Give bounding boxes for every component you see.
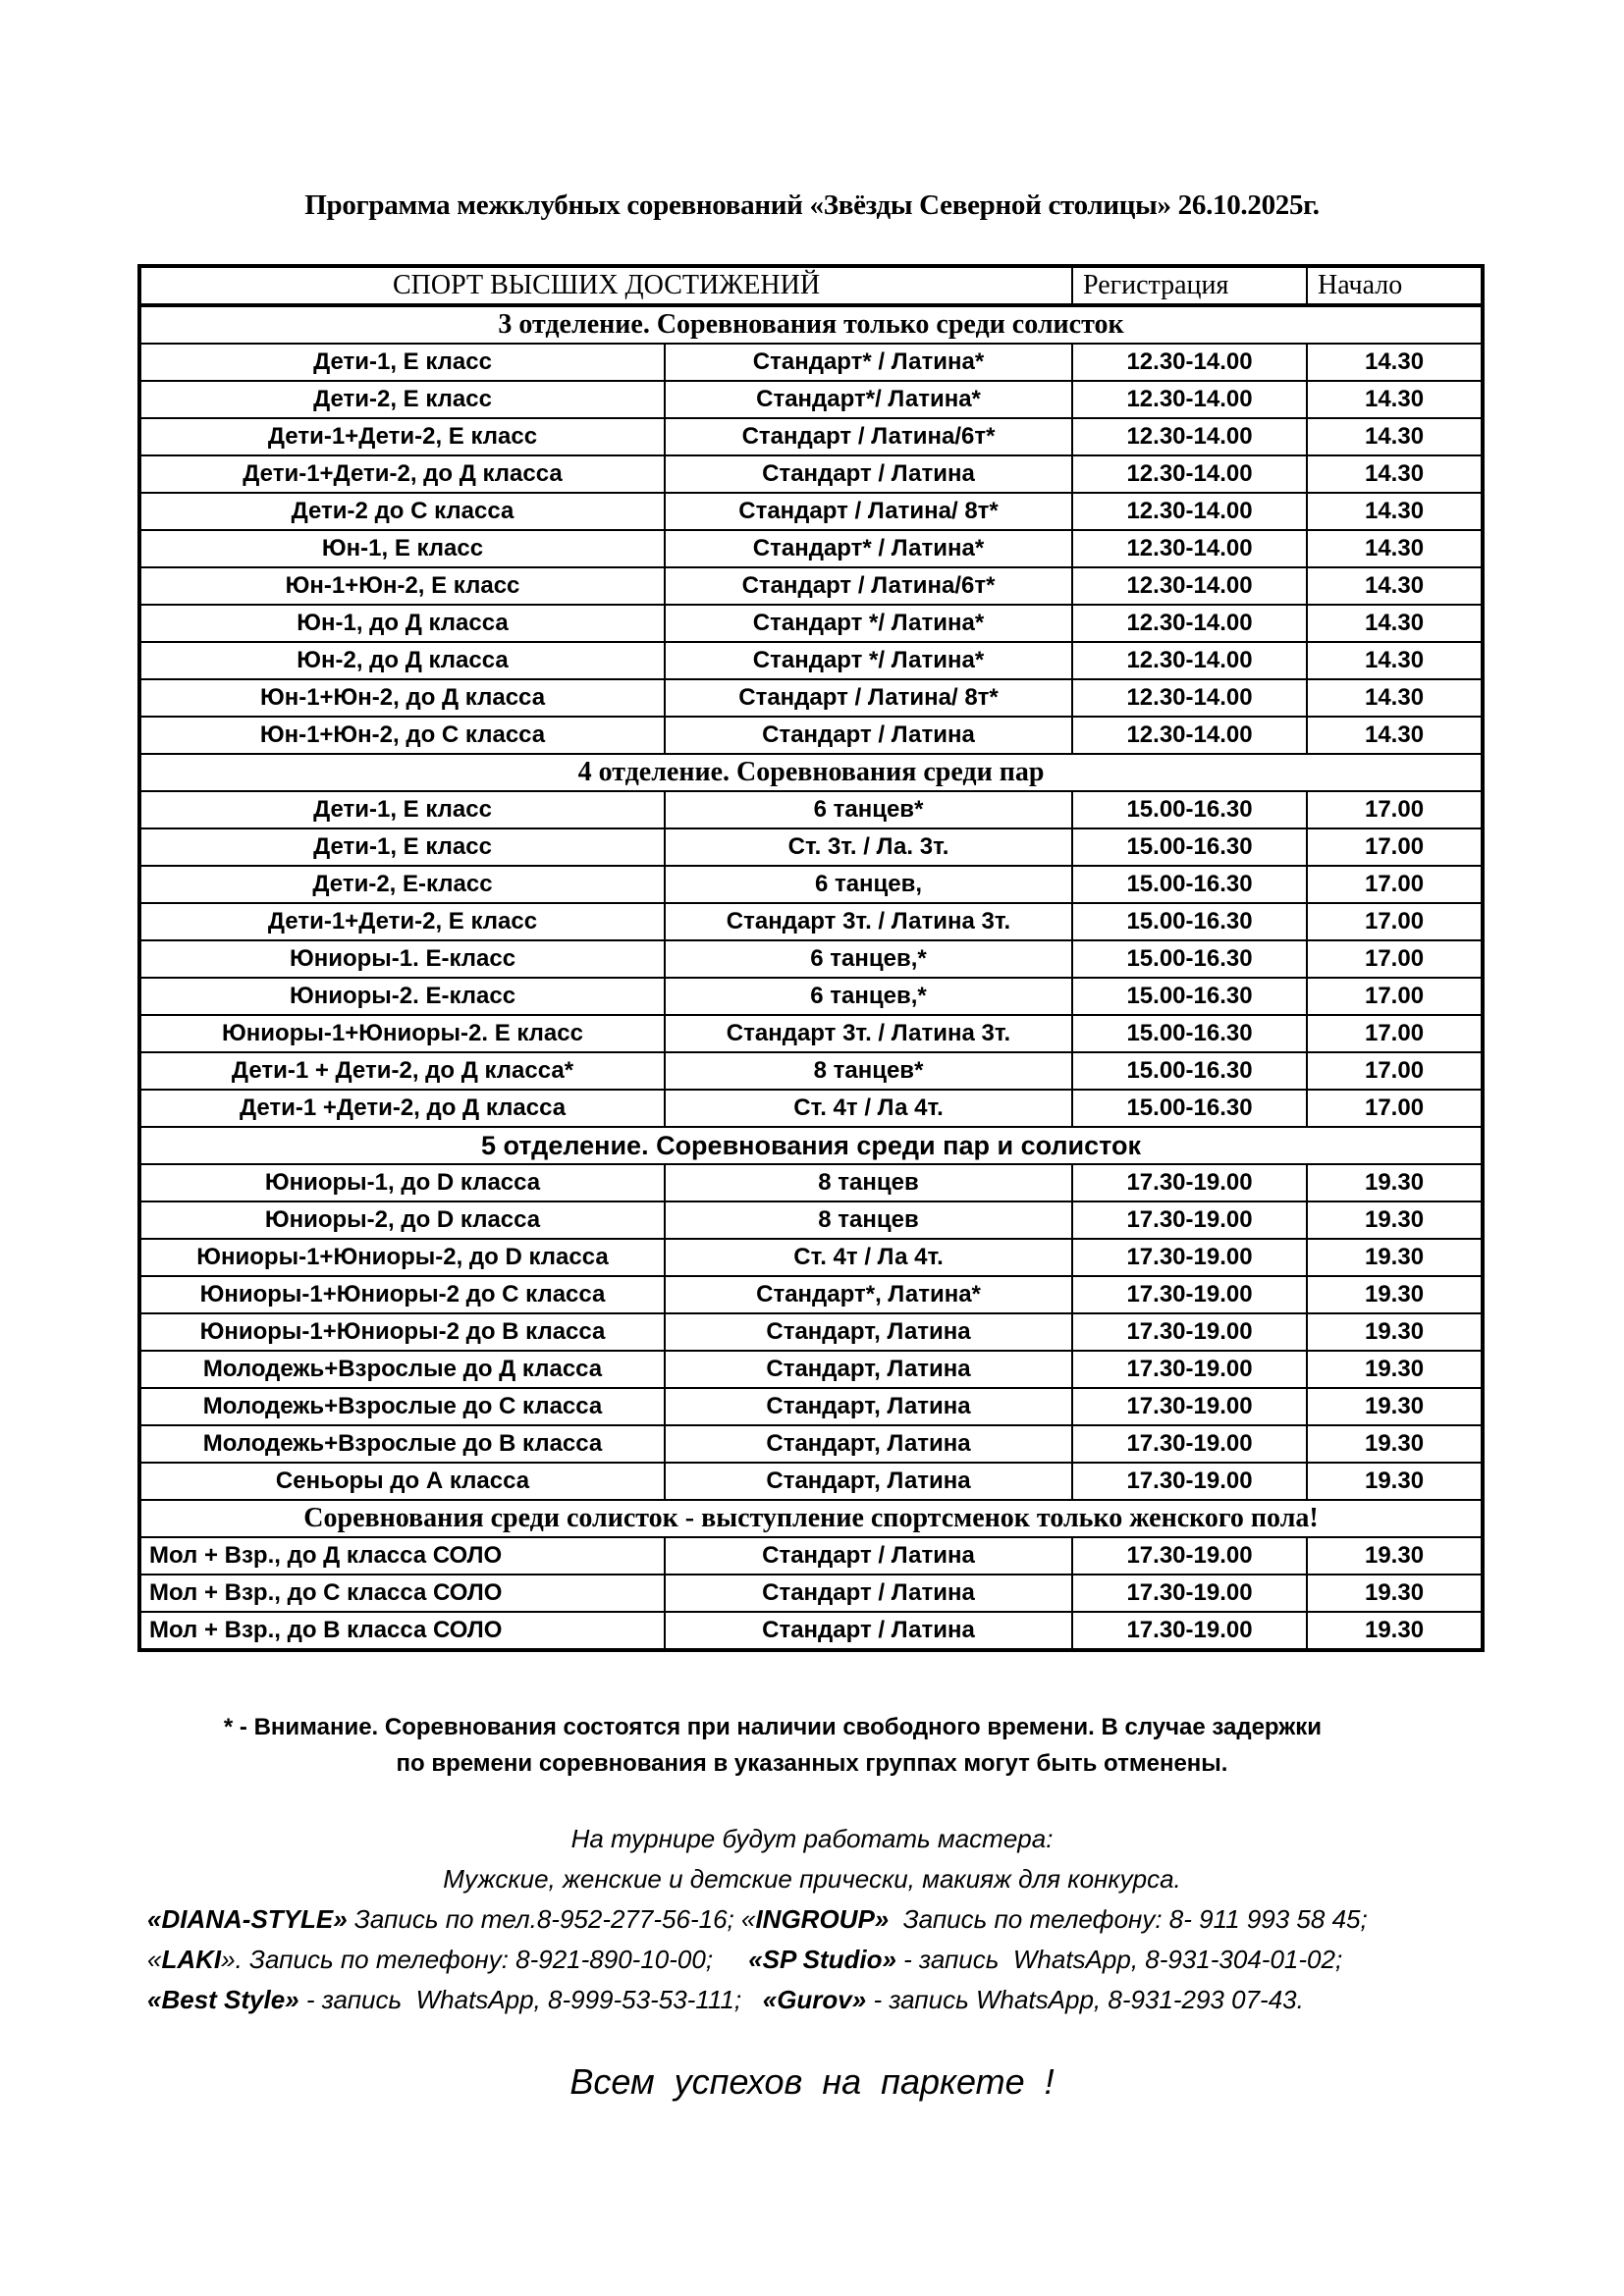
category-cell: Дети-2 до С класса	[139, 493, 665, 530]
start-cell: 14.30	[1307, 344, 1483, 381]
table-row	[139, 1537, 1483, 1575]
table-row	[139, 1463, 1483, 1500]
table-row	[139, 1015, 1483, 1052]
program-cell: 6 танцев,	[665, 866, 1072, 903]
program-cell: Стандарт / Латина/6т*	[665, 567, 1072, 605]
program-cell: Стандарт / Латина	[665, 1575, 1072, 1612]
registration-cell: 12.30-14.00	[1072, 493, 1307, 530]
table-row	[139, 978, 1483, 1015]
table-row	[139, 717, 1483, 754]
registration-cell: 15.00-16.30	[1072, 828, 1307, 866]
registration-cell: 12.30-14.00	[1072, 679, 1307, 717]
start-cell: 14.30	[1307, 455, 1483, 493]
category-cell: Юн-1+Юн-2, Е класс	[139, 567, 665, 605]
registration-cell: 15.00-16.30	[1072, 978, 1307, 1015]
table-row	[139, 1164, 1483, 1201]
table-row	[139, 1052, 1483, 1090]
category-cell: Юниоры-1, до D класса	[139, 1164, 665, 1201]
program-cell: Стандарт 3т. / Латина 3т.	[665, 903, 1072, 940]
start-cell: 19.30	[1307, 1164, 1483, 1201]
category-cell: Мол + Взр., до Д класса СОЛО	[139, 1537, 665, 1575]
salon-name: «SP Studio»	[748, 1945, 896, 1974]
table-row	[139, 418, 1483, 455]
contact-text: Запись по телефону: 8- 911 993 58 45;	[889, 1904, 1368, 1934]
program-cell: 6 танцев,*	[665, 940, 1072, 978]
program-cell: Стандарт*, Латина*	[665, 1276, 1072, 1313]
start-cell: 17.00	[1307, 1052, 1483, 1090]
category-cell: Юниоры-1+Юниоры-2. Е класс	[139, 1015, 665, 1052]
program-cell: Стандарт / Латина	[665, 455, 1072, 493]
category-cell: Молодежь+Взрослые до В класса	[139, 1425, 665, 1463]
salon-name: «DIANA-STYLE»	[147, 1904, 348, 1934]
start-cell: 17.00	[1307, 828, 1483, 866]
registration-cell: 15.00-16.30	[1072, 1052, 1307, 1090]
registration-cell: 12.30-14.00	[1072, 418, 1307, 455]
registration-cell: 12.30-14.00	[1072, 642, 1307, 679]
category-cell: Дети-1+Дети-2, до Д класса	[139, 455, 665, 493]
program-cell: Стандарт* / Латина*	[665, 530, 1072, 567]
start-cell: 19.30	[1307, 1463, 1483, 1500]
category-cell: Дети-1, Е класс	[139, 344, 665, 381]
registration-cell: 17.30-19.00	[1072, 1351, 1307, 1388]
start-cell: 17.00	[1307, 978, 1483, 1015]
category-cell: Молодежь+Взрослые до Д класса	[139, 1351, 665, 1388]
category-cell: Сеньоры до А класса	[139, 1463, 665, 1500]
registration-cell: 12.30-14.00	[1072, 605, 1307, 642]
table-row	[139, 828, 1483, 866]
section-row	[139, 1500, 1483, 1537]
start-cell: 19.30	[1307, 1537, 1483, 1575]
program-cell: Стандарт, Латина	[665, 1388, 1072, 1425]
category-cell: Дети-2, Е класс	[139, 381, 665, 418]
category-cell: Дети-1 +Дети-2, до Д класса	[139, 1090, 665, 1127]
start-cell: 19.30	[1307, 1425, 1483, 1463]
category-cell: Юн-1, Е класс	[139, 530, 665, 567]
program-cell: Стандарт, Латина	[665, 1425, 1072, 1463]
start-cell: 17.00	[1307, 866, 1483, 903]
salon-name: «Gurov»	[762, 1985, 867, 2014]
program-cell: Стандарт, Латина	[665, 1313, 1072, 1351]
table-row	[139, 1575, 1483, 1612]
footnote-line-1: * - Внимание. Соревнования состоятся при наличии свободного времени. В случае задержки	[223, 1714, 1323, 1740]
table-row	[139, 1612, 1483, 1650]
registration-cell: 15.00-16.30	[1072, 1015, 1307, 1052]
master-contact-line	[147, 1945, 1342, 1975]
start-cell: 14.30	[1307, 381, 1483, 418]
table-row	[139, 791, 1483, 828]
start-cell: 14.30	[1307, 605, 1483, 642]
table-row	[139, 940, 1483, 978]
contact-text: - запись WhatsApp, 8-999-53-53-111;	[298, 1985, 763, 2014]
program-cell: Стандарт */ Латина*	[665, 642, 1072, 679]
masters-intro: На турнире будут работать мастера:	[570, 1824, 1054, 1853]
start-cell: 17.00	[1307, 1090, 1483, 1127]
program-cell: 6 танцев*	[665, 791, 1072, 828]
start-cell: 19.30	[1307, 1276, 1483, 1313]
category-cell: Юниоры-1. Е-класс	[139, 940, 665, 978]
start-cell: 17.00	[1307, 791, 1483, 828]
page-title: Программа межклубных соревнований «Звёзды Северной столицы» 26.10.2025г.	[304, 189, 1320, 221]
registration-cell: 17.30-19.00	[1072, 1239, 1307, 1276]
registration-cell: 17.30-19.00	[1072, 1575, 1307, 1612]
header-registration: Регистрация	[1072, 266, 1307, 305]
table-row	[139, 567, 1483, 605]
table-row	[139, 605, 1483, 642]
program-cell: 8 танцев	[665, 1164, 1072, 1201]
category-cell: Юниоры-2. Е-класс	[139, 978, 665, 1015]
start-cell: 17.00	[1307, 903, 1483, 940]
registration-cell: 15.00-16.30	[1072, 1090, 1307, 1127]
table-row	[139, 679, 1483, 717]
section-row	[139, 754, 1483, 791]
category-cell: Дети-1+Дети-2, Е класс	[139, 903, 665, 940]
closing-wish: Всем успехов на паркете !	[569, 2061, 1055, 2102]
registration-cell: 15.00-16.30	[1072, 903, 1307, 940]
table-row	[139, 1090, 1483, 1127]
section-title: 4 отделение. Соревнования среди пар	[139, 754, 1483, 791]
registration-cell: 15.00-16.30	[1072, 791, 1307, 828]
start-cell: 19.30	[1307, 1201, 1483, 1239]
program-cell: 6 танцев,*	[665, 978, 1072, 1015]
program-cell: Ст. 3т. / Ла. 3т.	[665, 828, 1072, 866]
table-row	[139, 1313, 1483, 1351]
salon-name: «Best Style»	[147, 1985, 299, 2014]
program-cell: Стандарт / Латина/6т*	[665, 418, 1072, 455]
program-cell: Стандарт, Латина	[665, 1351, 1072, 1388]
program-cell: 8 танцев	[665, 1201, 1072, 1239]
header-category: СПОРТ ВЫСШИХ ДОСТИЖЕНИЙ	[139, 266, 1072, 305]
table-row	[139, 866, 1483, 903]
start-cell: 14.30	[1307, 530, 1483, 567]
schedule-table	[137, 264, 1485, 1652]
contact-text: - запись WhatsApp, 8-931-293 07-43.	[866, 1985, 1304, 2014]
table-row	[139, 530, 1483, 567]
category-cell: Дети-1+Дети-2, Е класс	[139, 418, 665, 455]
registration-cell: 12.30-14.00	[1072, 455, 1307, 493]
start-cell: 19.30	[1307, 1612, 1483, 1650]
salon-name: LAKI	[161, 1945, 222, 1974]
salon-name: INGROUP»	[755, 1904, 890, 1934]
registration-cell: 12.30-14.00	[1072, 381, 1307, 418]
start-cell: 14.30	[1307, 418, 1483, 455]
category-cell: Дети-1 + Дети-2, до Д класса*	[139, 1052, 665, 1090]
category-cell: Юниоры-1+Юниоры-2 до В класса	[139, 1313, 665, 1351]
registration-cell: 17.30-19.00	[1072, 1276, 1307, 1313]
registration-cell: 12.30-14.00	[1072, 344, 1307, 381]
category-cell: Юн-1+Юн-2, до С класса	[139, 717, 665, 754]
table-row	[139, 1425, 1483, 1463]
contact-text: ». Запись по телефону: 8-921-890-10-00;	[221, 1945, 749, 1974]
category-cell: Юн-2, до Д класса	[139, 642, 665, 679]
table-row	[139, 381, 1483, 418]
registration-cell: 17.30-19.00	[1072, 1425, 1307, 1463]
registration-cell: 15.00-16.30	[1072, 866, 1307, 903]
start-cell: 14.30	[1307, 493, 1483, 530]
registration-cell: 17.30-19.00	[1072, 1313, 1307, 1351]
start-cell: 14.30	[1307, 679, 1483, 717]
program-cell: Ст. 4т / Ла 4т.	[665, 1239, 1072, 1276]
registration-cell: 17.30-19.00	[1072, 1463, 1307, 1500]
category-cell: Дети-1, Е класс	[139, 828, 665, 866]
footnote-line-2: по времени соревнования в указанных группах могут быть отменены.	[396, 1750, 1228, 1777]
master-contact-line	[147, 1985, 1304, 2015]
section-row	[139, 1127, 1483, 1164]
category-cell: Молодежь+Взрослые до С класса	[139, 1388, 665, 1425]
registration-cell: 17.30-19.00	[1072, 1388, 1307, 1425]
table-row	[139, 1239, 1483, 1276]
section-row	[139, 305, 1483, 344]
table-header-row	[139, 266, 1483, 305]
registration-cell: 12.30-14.00	[1072, 530, 1307, 567]
registration-cell: 12.30-14.00	[1072, 717, 1307, 754]
start-cell: 19.30	[1307, 1239, 1483, 1276]
program-cell: Стандарт, Латина	[665, 1463, 1072, 1500]
program-cell: Стандарт */ Латина*	[665, 605, 1072, 642]
table-row	[139, 1201, 1483, 1239]
program-cell: 8 танцев*	[665, 1052, 1072, 1090]
program-cell: Стандарт / Латина	[665, 717, 1072, 754]
program-cell: Стандарт / Латина	[665, 1612, 1072, 1650]
header-start: Начало	[1307, 266, 1483, 305]
category-cell: Юн-1+Юн-2, до Д класса	[139, 679, 665, 717]
category-cell: Юниоры-1+Юниоры-2, до D класса	[139, 1239, 665, 1276]
program-cell: Ст. 4т / Ла 4т.	[665, 1090, 1072, 1127]
registration-cell: 17.30-19.00	[1072, 1201, 1307, 1239]
program-cell: Стандарт* / Латина*	[665, 344, 1072, 381]
contact-text: Запись по тел.8-952-277-56-16; «	[347, 1904, 756, 1934]
start-cell: 14.30	[1307, 717, 1483, 754]
table-row	[139, 1276, 1483, 1313]
registration-cell: 15.00-16.30	[1072, 940, 1307, 978]
program-cell: Стандарт 3т. / Латина 3т.	[665, 1015, 1072, 1052]
table-row	[139, 903, 1483, 940]
registration-cell: 17.30-19.00	[1072, 1537, 1307, 1575]
master-contact-line	[147, 1904, 1368, 1935]
program-cell: Стандарт / Латина	[665, 1537, 1072, 1575]
start-cell: 19.30	[1307, 1575, 1483, 1612]
start-cell: 17.00	[1307, 940, 1483, 978]
table-row	[139, 642, 1483, 679]
category-cell: Мол + Взр., до С класса СОЛО	[139, 1575, 665, 1612]
contact-text: - запись WhatsApp, 8-931-304-01-02;	[895, 1945, 1343, 1974]
table-row	[139, 493, 1483, 530]
table-row	[139, 455, 1483, 493]
table-row	[139, 344, 1483, 381]
category-cell: Юн-1, до Д класса	[139, 605, 665, 642]
program-cell: Стандарт / Латина/ 8т*	[665, 493, 1072, 530]
registration-cell: 17.30-19.00	[1072, 1164, 1307, 1201]
start-cell: 19.30	[1307, 1313, 1483, 1351]
contact-text: «	[147, 1945, 162, 1974]
program-cell: Стандарт*/ Латина*	[665, 381, 1072, 418]
category-cell: Юниоры-1+Юниоры-2 до С класса	[139, 1276, 665, 1313]
category-cell: Дети-1, Е класс	[139, 791, 665, 828]
masters-services: Мужские, женские и детские прически, макияж для конкурса.	[443, 1864, 1181, 1894]
start-cell: 14.30	[1307, 567, 1483, 605]
section-title: 3 отделение. Соревнования только среди солисток	[139, 305, 1483, 344]
registration-cell: 12.30-14.00	[1072, 567, 1307, 605]
category-cell: Мол + Взр., до В класса СОЛО	[139, 1612, 665, 1650]
program-cell: Стандарт / Латина/ 8т*	[665, 679, 1072, 717]
registration-cell: 17.30-19.00	[1072, 1612, 1307, 1650]
section-title: Соревнования среди солисток - выступление спортсменок только женского пола!	[139, 1500, 1483, 1537]
section-title: 5 отделение. Соревнования среди пар и солисток	[139, 1127, 1483, 1164]
start-cell: 14.30	[1307, 642, 1483, 679]
start-cell: 19.30	[1307, 1351, 1483, 1388]
category-cell: Дети-2, Е-класс	[139, 866, 665, 903]
start-cell: 17.00	[1307, 1015, 1483, 1052]
table-row	[139, 1388, 1483, 1425]
start-cell: 19.30	[1307, 1388, 1483, 1425]
table-row	[139, 1351, 1483, 1388]
category-cell: Юниоры-2, до D класса	[139, 1201, 665, 1239]
